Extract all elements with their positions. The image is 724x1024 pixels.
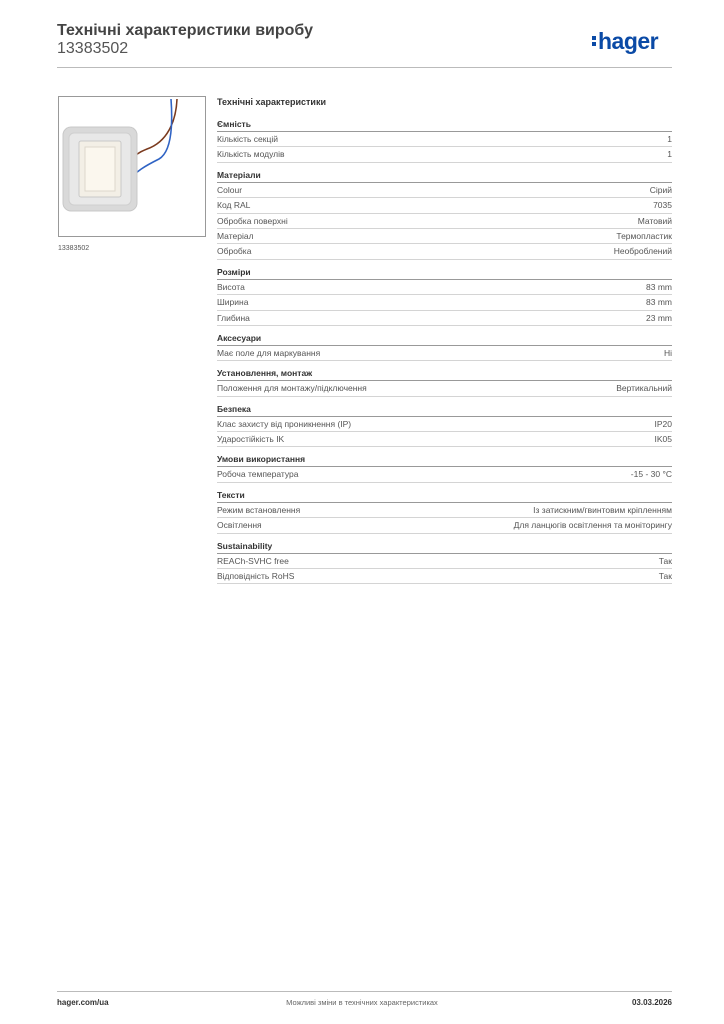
spec-group-title: Тексти xyxy=(217,489,672,503)
spec-label: Робоча температура xyxy=(217,469,299,480)
spec-value: -15 - 30 °C xyxy=(630,469,672,480)
footer-divider xyxy=(57,991,672,992)
spec-value: 1 xyxy=(667,134,672,144)
spec-group xyxy=(217,367,672,396)
spec-label: Режим встановлення xyxy=(217,504,301,515)
spec-row xyxy=(217,346,672,361)
spec-value: Матовий xyxy=(637,215,672,226)
spec-group-title: Ємність xyxy=(217,118,672,132)
spec-value: Необроблений xyxy=(613,246,672,257)
spec-label: Ударостійкість IK xyxy=(217,434,285,445)
spec-value: 7035 xyxy=(653,200,672,211)
spec-label: Ширина xyxy=(217,297,249,308)
spec-value: Так xyxy=(658,571,672,582)
spec-group xyxy=(217,403,672,448)
image-caption: 13383502 xyxy=(58,245,90,252)
spec-value: IP20 xyxy=(654,418,672,429)
spec-value: Для ланцюгів освітлення та моніторингу xyxy=(513,520,672,531)
footer-website-link[interactable]: hager.com/ua xyxy=(57,998,109,1007)
spec-value: Термопластик xyxy=(616,230,672,241)
specs-groups xyxy=(217,118,672,584)
spec-row xyxy=(217,198,672,213)
spec-label: Глибина xyxy=(217,312,250,323)
spec-row xyxy=(217,214,672,229)
spec-label: Код RAL xyxy=(217,200,251,211)
spec-label: Має поле для маркування xyxy=(217,347,321,358)
spec-value: IK05 xyxy=(654,434,672,445)
spec-label: Положення для монтажу/підключення xyxy=(217,383,367,394)
spec-group xyxy=(217,489,672,534)
product-image xyxy=(58,96,206,237)
spec-label: Обробка поверхні xyxy=(217,215,288,226)
spec-value: 23 mm xyxy=(646,312,672,323)
spec-value: Вертикальний xyxy=(616,383,672,394)
spec-row xyxy=(217,132,672,147)
spec-label: Кількість модулів xyxy=(217,149,285,160)
spec-group-title: Умови використання xyxy=(217,453,672,467)
product-number: 13383502 xyxy=(57,40,129,57)
spec-group-title: Безпека xyxy=(217,403,672,417)
spec-row xyxy=(217,432,672,447)
spec-value: 1 xyxy=(667,149,672,160)
hager-logo xyxy=(592,28,658,55)
spec-row xyxy=(217,244,672,259)
spec-label: Обробка xyxy=(217,246,252,257)
product-frame-icon xyxy=(59,97,205,236)
spec-group xyxy=(217,266,672,326)
spec-label: Colour xyxy=(217,184,243,195)
spec-group-title: Матеріали xyxy=(217,169,672,183)
footer-date: 03.03.2026 xyxy=(631,998,672,1007)
spec-label: Відповідність RoHS xyxy=(217,571,295,582)
spec-group-title: Sustainability xyxy=(217,540,672,554)
spec-group-title: Аксесуари xyxy=(217,332,672,346)
header-divider xyxy=(57,67,672,68)
spec-row xyxy=(217,183,672,198)
spec-row xyxy=(217,295,672,310)
specs-title: Технічні характеристики xyxy=(217,97,326,107)
specs-table xyxy=(217,96,672,584)
spec-group xyxy=(217,332,672,361)
spec-row xyxy=(217,467,672,482)
spec-group xyxy=(217,540,672,585)
spec-row xyxy=(217,569,672,584)
spec-value: Із затискним/гвинтовим кріпленням xyxy=(533,504,672,515)
page-title: Технічні характеристики виробу xyxy=(57,22,313,39)
spec-label: Освітлення xyxy=(217,520,262,531)
spec-group xyxy=(217,453,672,482)
spec-value: Так xyxy=(658,555,672,566)
spec-row xyxy=(217,280,672,295)
spec-value: 83 mm xyxy=(646,297,672,308)
spec-value: Сірий xyxy=(649,184,672,195)
spec-group xyxy=(217,118,672,163)
spec-row xyxy=(217,417,672,432)
spec-value: Ні xyxy=(663,347,672,358)
spec-row xyxy=(217,503,672,518)
spec-value: 83 mm xyxy=(646,281,672,292)
spec-row xyxy=(217,518,672,533)
spec-group xyxy=(217,169,672,260)
spec-row xyxy=(217,229,672,244)
footer-notice: Можливі зміни в технічних характеристиках xyxy=(286,998,438,1007)
spec-group-title: Розміри xyxy=(217,266,672,280)
logo-text: hager xyxy=(598,28,659,54)
spec-label: Клас захисту від проникнення (IP) xyxy=(217,418,352,429)
spec-label: Кількість секцій xyxy=(217,134,278,144)
spec-label: Матеріал xyxy=(217,230,254,241)
spec-row xyxy=(217,311,672,326)
spec-row xyxy=(217,147,672,162)
spec-group-title: Установлення, монтаж xyxy=(217,367,672,381)
spec-label: REACh-SVHC free xyxy=(217,555,289,566)
spec-row xyxy=(217,381,672,396)
spec-row xyxy=(217,554,672,569)
spec-label: Висота xyxy=(217,281,245,292)
logo-dots-icon xyxy=(592,34,596,48)
